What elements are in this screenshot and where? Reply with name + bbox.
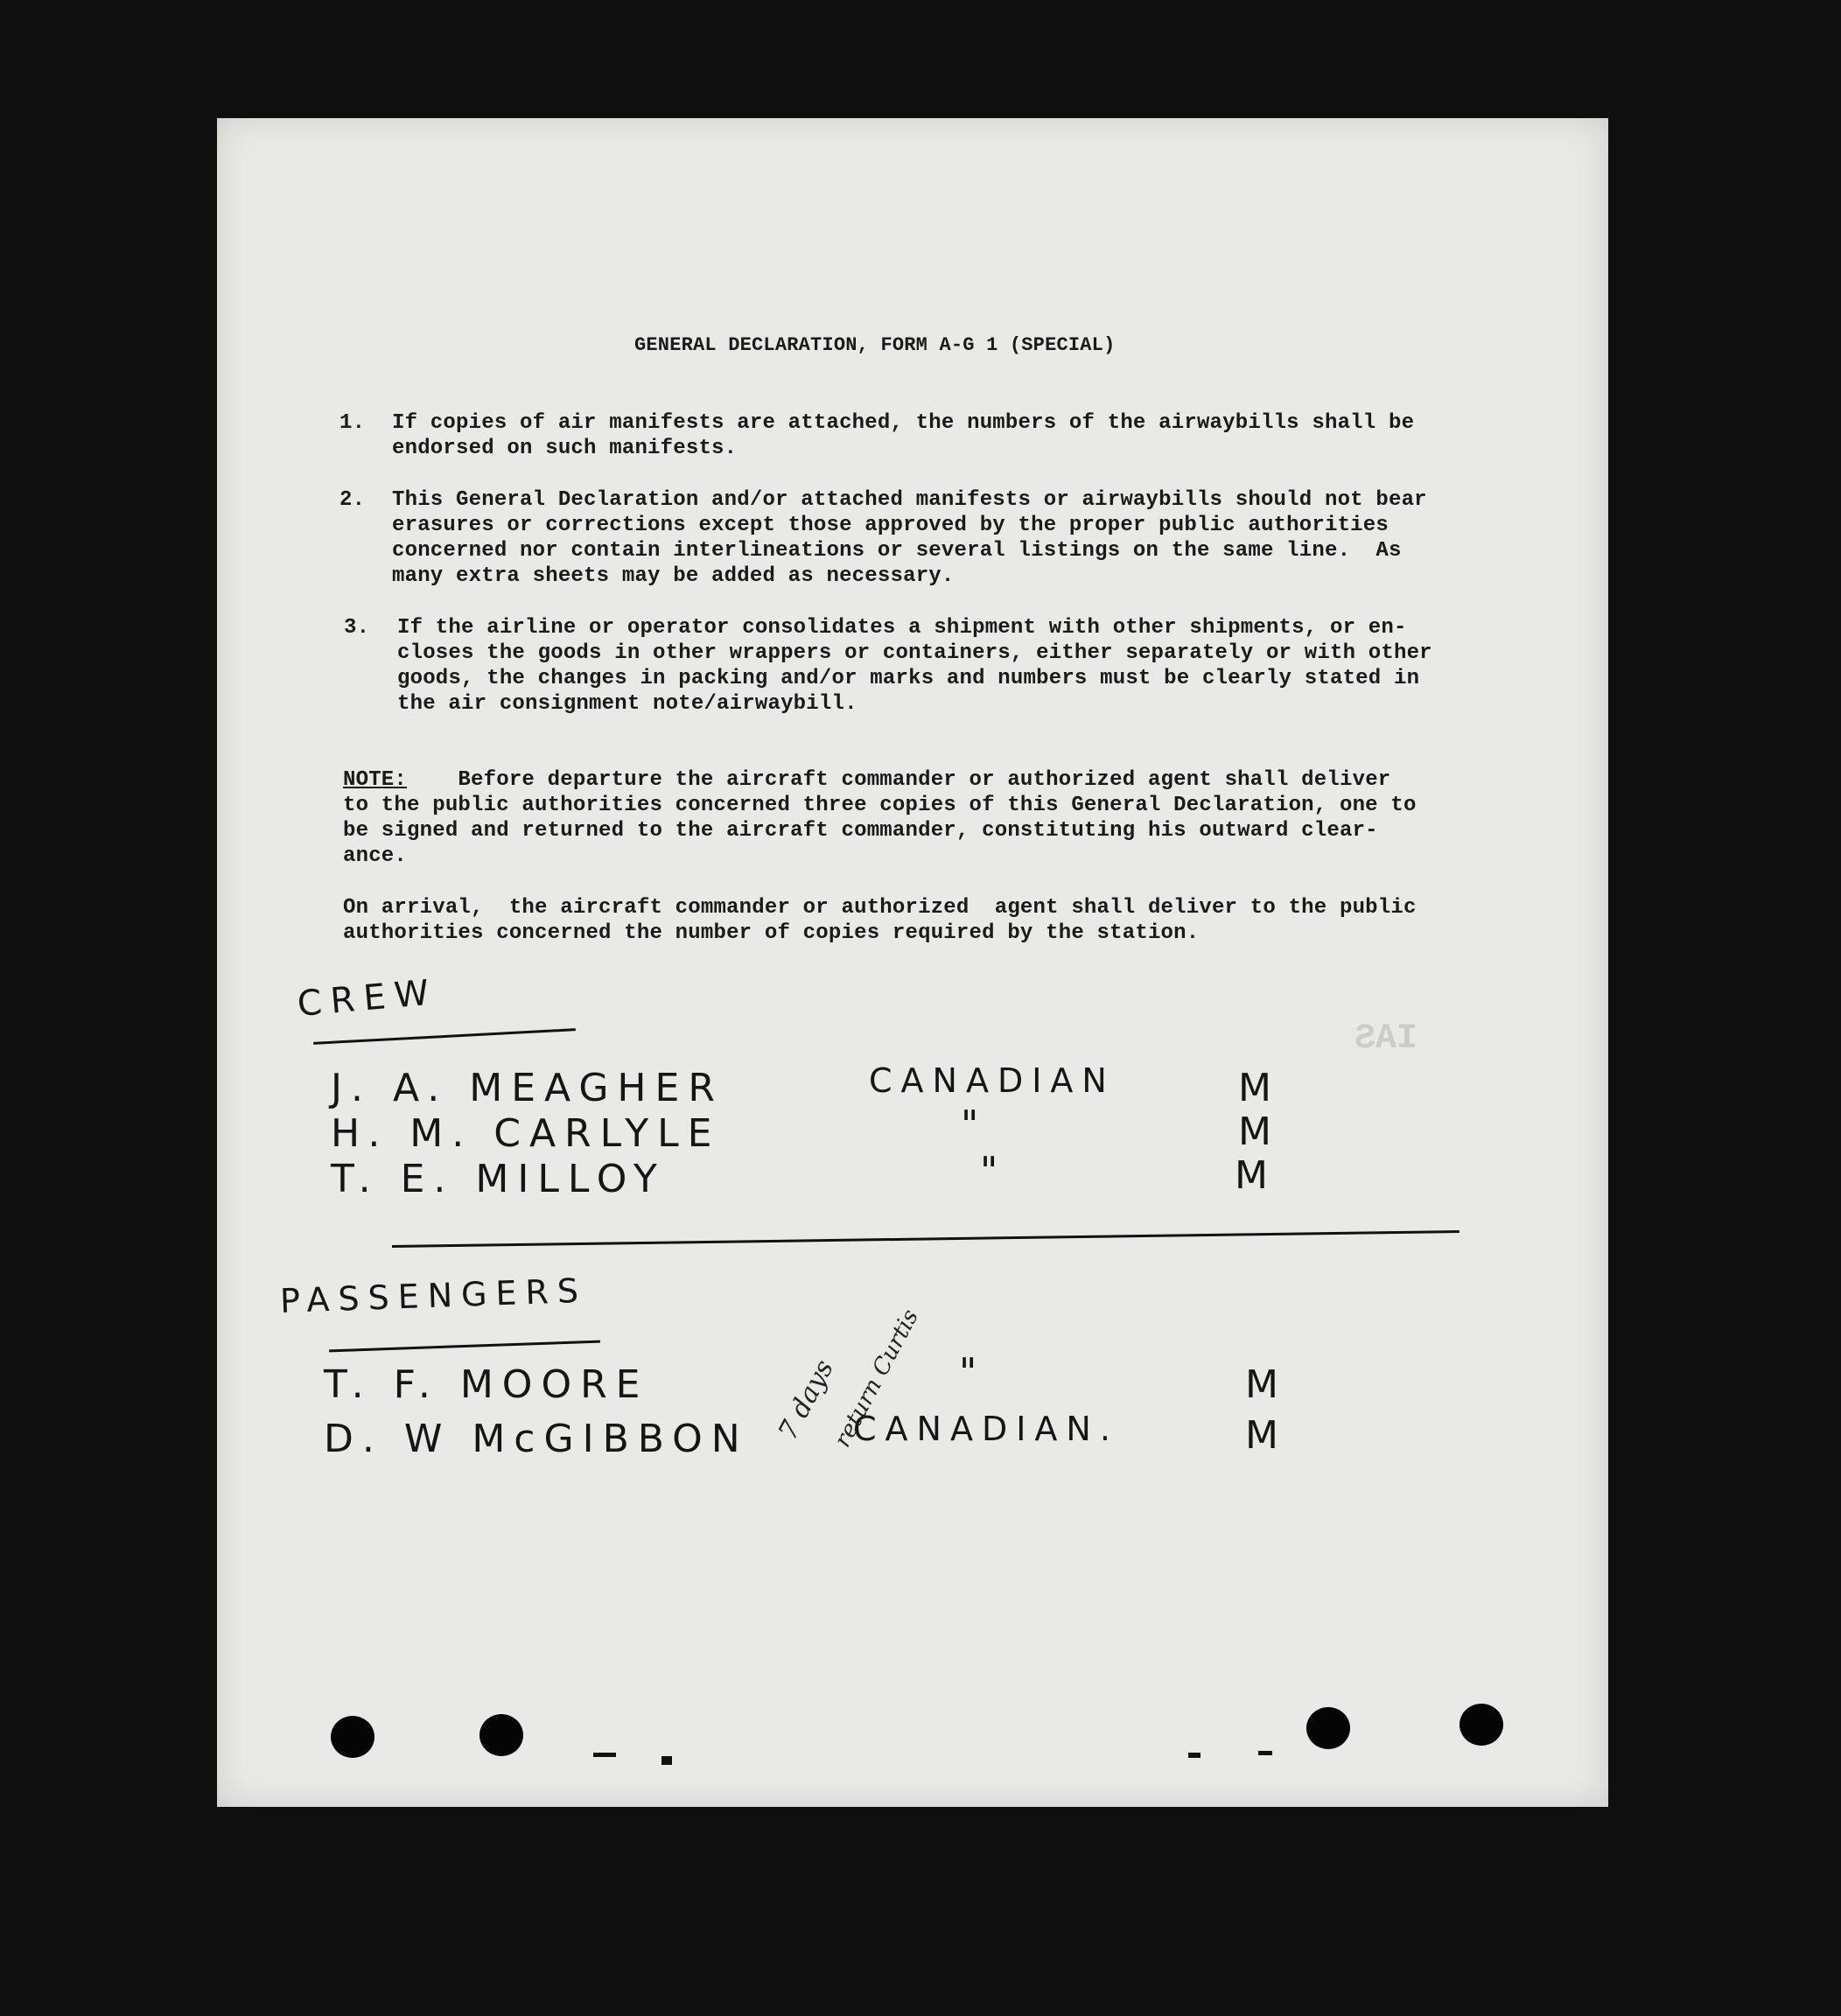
punch-hole-3	[1306, 1707, 1350, 1749]
speck-2	[662, 1756, 672, 1765]
passengers-heading: PASSENGERS	[279, 1270, 588, 1320]
item-2-line-2: erasures or corrections except those approved by the proper public authorities	[392, 514, 1389, 537]
document-page	[217, 118, 1608, 1807]
note-line-3: be signed and returned to the aircraft commander, constituting his outward clear-	[343, 819, 1378, 843]
passenger-nationality-2: CANADIAN.	[853, 1410, 1119, 1448]
speck-4	[1258, 1751, 1272, 1755]
crew-underline	[313, 1028, 576, 1045]
crew-sex-2: M	[1238, 1110, 1280, 1154]
punch-hole-2	[480, 1714, 523, 1756]
crew-name-2: H. M. CARLYLE	[331, 1111, 721, 1156]
item-2-line-4: many extra sheets may be added as necessary.	[392, 564, 955, 588]
note-line-4: ance.	[343, 844, 408, 868]
item-3-line-1: If the airline or operator consolidates a shipment with other shipments, or en-	[397, 616, 1407, 640]
item-1-line-2: endorsed on such manifests.	[392, 437, 738, 460]
item-3-number: 3.	[344, 616, 370, 640]
item-1-line-1: If copies of air manifests are attached, the numbers of the airwaybills shall be	[392, 411, 1415, 435]
crew-sex-3: M	[1235, 1153, 1277, 1198]
section-divider	[392, 1230, 1460, 1248]
note-label: NOTE:	[343, 768, 408, 792]
passenger-sex-2: M	[1245, 1413, 1287, 1458]
item-1-number: 1.	[340, 411, 366, 435]
arrival-line-2: authorities concerned the number of copies required by the station.	[343, 921, 1200, 945]
speck-1	[593, 1753, 616, 1757]
crew-nationality-2: "	[961, 1102, 988, 1147]
annotation-line-1: 7 days	[773, 1354, 840, 1446]
item-3-line-3: goods, the changes in packing and/or marks and numbers must be clearly stated in	[397, 667, 1420, 690]
note-block	[343, 767, 1390, 793]
passengers-underline	[329, 1340, 600, 1353]
passenger-sex-1: M	[1245, 1362, 1287, 1407]
arrival-line-1: On arrival, the aircraft commander or authorized agent shall deliver to the public	[343, 896, 1417, 920]
crew-heading: CREW	[295, 972, 439, 1025]
crew-nationality-3: "	[980, 1149, 1007, 1194]
crew-sex-1: M	[1238, 1066, 1280, 1110]
page-title: GENERAL DECLARATION, FORM A-G 1 (SPECIAL)	[634, 334, 1116, 356]
item-2-line-1: This General Declaration and/or attached manifests or airwaybills should not bear	[392, 488, 1427, 512]
punch-hole-1	[331, 1716, 374, 1758]
item-3-line-2: closes the goods in other wrappers or containers, either separately or with other	[397, 641, 1432, 665]
passenger-nationality-1: "	[959, 1350, 986, 1395]
speck-3	[1188, 1753, 1200, 1758]
note-line-2: to the public authorities concerned three copies of this General Declaration, one to	[343, 794, 1417, 817]
crew-name-3: T. E. MILLOY	[331, 1157, 666, 1201]
passenger-name-1: T. F. MOORE	[324, 1362, 649, 1407]
punch-hole-4	[1460, 1704, 1503, 1746]
item-2-line-3: concerned nor contain interlineations or several listings on the same line. As	[392, 539, 1402, 563]
faint-stamp: IAS	[1354, 1019, 1418, 1059]
item-2-number: 2.	[340, 488, 366, 512]
note-line-1: Before departure the aircraft commander or authorized agent shall deliver	[407, 768, 1391, 792]
item-3-line-4: the air consignment note/airwaybill.	[397, 692, 858, 716]
passenger-name-2: D. W McGIBBON	[324, 1417, 749, 1461]
crew-nationality-1: CANADIAN	[869, 1061, 1116, 1100]
annotation-line-2: return Curtis	[830, 1305, 925, 1452]
crew-name-1: J. A. MEAGHER	[331, 1066, 724, 1110]
